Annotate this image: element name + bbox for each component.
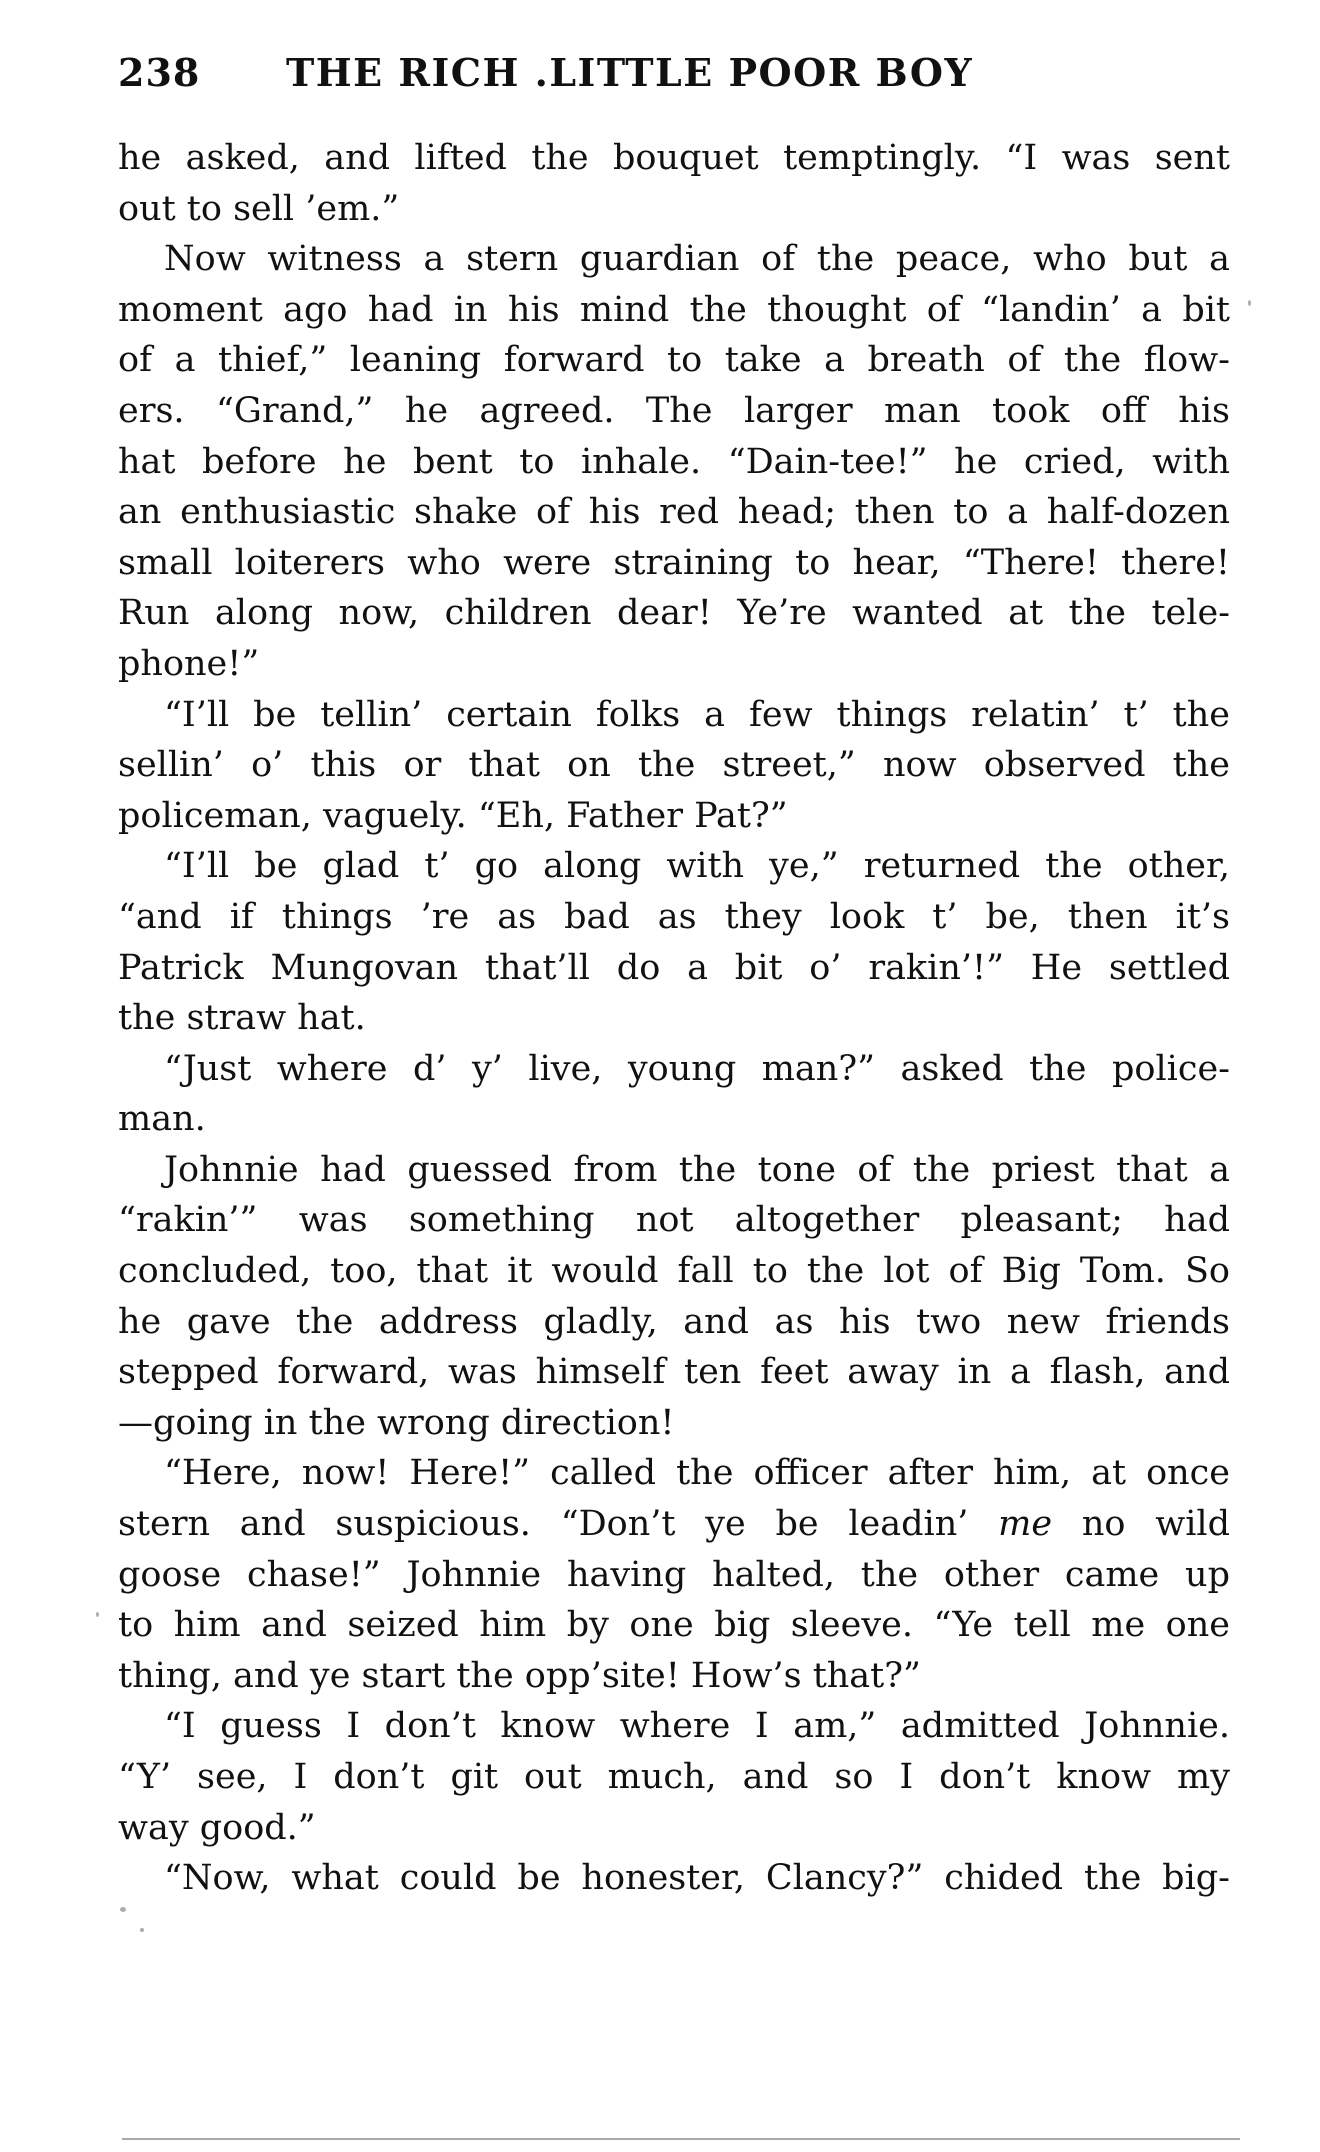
text-line: phone!” — [118, 643, 260, 684]
print-speck — [140, 1928, 144, 1932]
text-line: policeman, vaguely. “Eh, Father Pat?” — [118, 795, 788, 836]
text-line: “Here, now! Here!” called the officer after him, at once — [164, 1453, 1230, 1494]
text-line: Patrick Mungovan that’ll do a bit o’ rakin’!” He settled — [118, 947, 1230, 988]
text-line: man. — [118, 1099, 206, 1140]
body-text — [118, 133, 1230, 1904]
running-title: THE RICH .LITTLE POOR BOY — [286, 50, 974, 95]
text-line: “I’ll be glad t’ go along with ye,” returned the other, — [164, 846, 1230, 887]
print-speck — [1248, 300, 1251, 306]
text-line: to him and seized him by one big sleeve. “Ye tell me one — [118, 1605, 1230, 1646]
text-line: of a thief,” leaning forward to take a breath of the flow- — [118, 340, 1230, 381]
text-line: an enthusiastic shake of his red head; then to a half-dozen — [118, 492, 1230, 533]
text-line: “I guess I don’t know where I am,” admitted Johnnie. — [164, 1706, 1230, 1747]
text-line: way good.” — [118, 1807, 316, 1848]
text-line: —going in the wrong direction! — [118, 1402, 675, 1443]
emphasis: me — [998, 1504, 1053, 1545]
text-line: stern and suspicious. “Don’t ye be leadin’ me no wild — [118, 1504, 1230, 1545]
text-line: hat before he bent to inhale. “Dain-tee!” he cried, with — [118, 441, 1230, 482]
text-line: Johnnie had guessed from the tone of the priest that a — [164, 1149, 1230, 1190]
text-line: “I’ll be tellin’ certain folks a few things relatin’ t’ the — [164, 694, 1230, 735]
text-line: Run along now, children dear! Ye’re wanted at the tele- — [118, 593, 1230, 634]
text-line: stepped forward, was himself ten feet away in a flash, and — [118, 1352, 1230, 1393]
page-number: 238 — [118, 50, 201, 95]
page-header — [118, 50, 1238, 110]
text-line: ers. “Grand,” he agreed. The larger man took off his — [118, 390, 1230, 431]
text-line: “and if things ’re as bad as they look t’ be, then it’s — [118, 896, 1230, 937]
text-line: small loiterers who were straining to hear, “There! there! — [118, 542, 1230, 583]
text-line: he gave the address gladly, and as his two new friends — [118, 1301, 1230, 1342]
text-line: “Y’ see, I don’t git out much, and so I don’t know my — [118, 1757, 1230, 1797]
print-speck — [120, 1907, 126, 1912]
text-line: goose chase!” Johnnie having halted, the other came up — [118, 1554, 1230, 1595]
text-line: he asked, and lifted the bouquet temptingly. “I was sent — [118, 138, 1230, 178]
text-line: Now witness a stern guardian of the peace, who but a — [164, 239, 1230, 280]
page-bottom-edge — [122, 2138, 1240, 2140]
text-line: moment ago had in his mind the thought of “landin’ a bit — [118, 289, 1230, 330]
text-line: “rakin’” was something not altogether pleasant; had — [118, 1200, 1230, 1241]
text-line: out to sell ’em.” — [118, 188, 400, 229]
text-line: thing, and ye start the opp’site! How’s that?” — [118, 1655, 921, 1696]
text-line: “Just where d’ y’ live, young man?” asked the police- — [164, 1048, 1230, 1089]
text-line: concluded, too, that it would fall to the lot of Big Tom. So — [118, 1251, 1230, 1292]
print-speck — [96, 1612, 99, 1617]
text-line: “Now, what could be honester, Clancy?” chided the big- — [164, 1858, 1230, 1899]
text-line: the straw hat. — [118, 998, 366, 1039]
text-line: sellin’ o’ this or that on the street,” now observed the — [118, 745, 1230, 786]
